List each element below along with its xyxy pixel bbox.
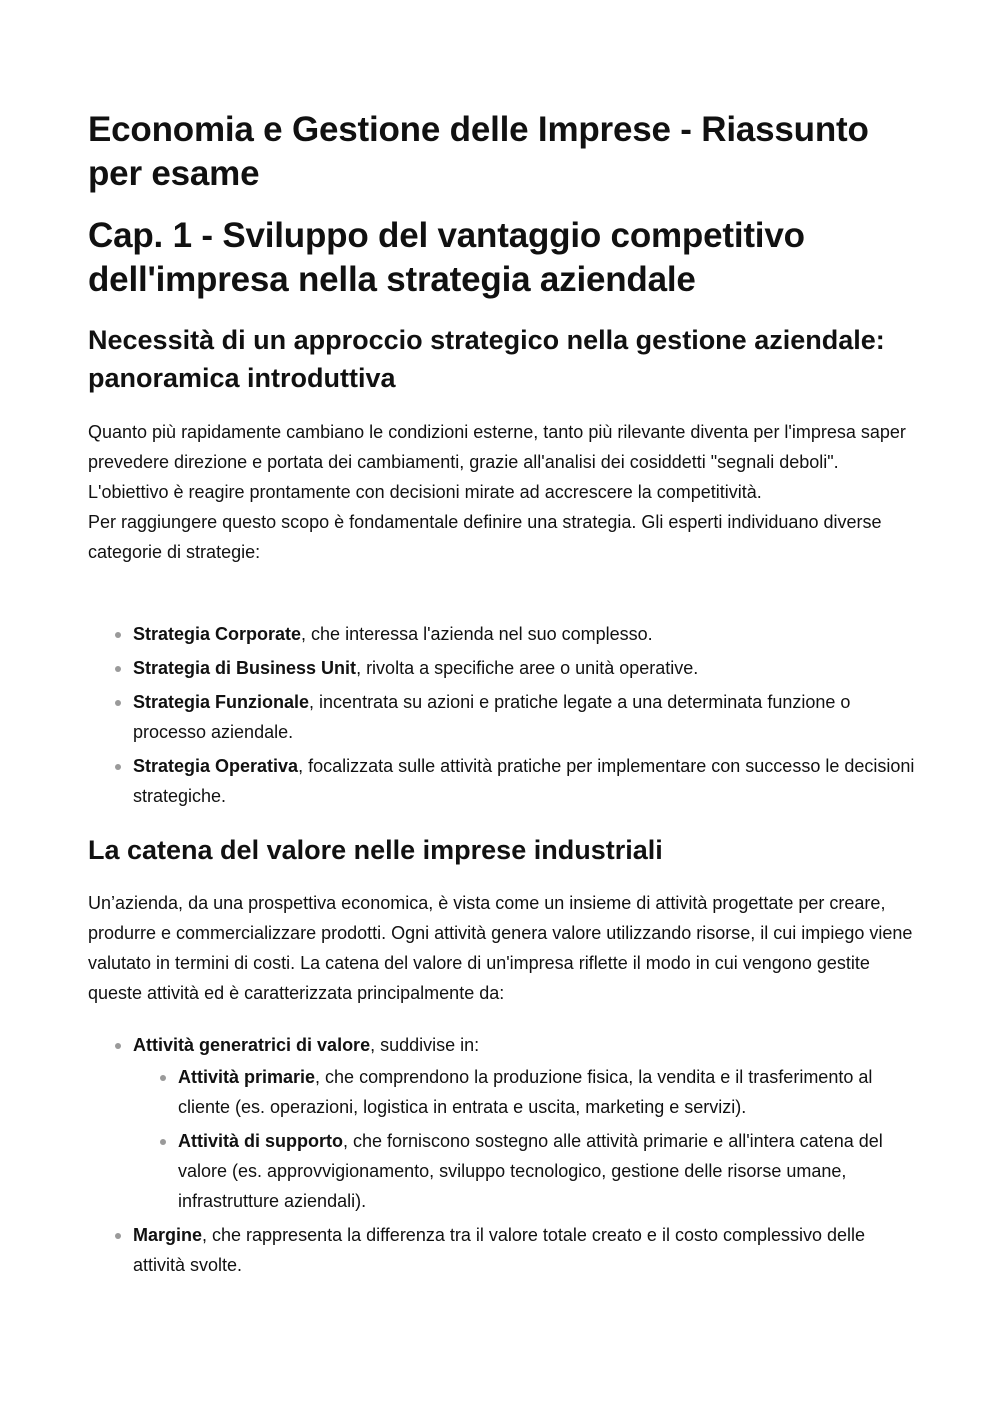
item-description: , che rappresenta la differenza tra il valore totale creato e il costo complessivo delle attività svolte. xyxy=(133,1225,866,1275)
strategy-description: , rivolta a specifiche aree o unità operative. xyxy=(356,658,699,678)
document-title: Economia e Gestione delle Imprese - Riassunto per esame xyxy=(88,110,869,193)
list-item-value-activities xyxy=(88,1030,918,1216)
item-description: , che forniscono sostegno alle attività primarie e all'intera catena del valore (es. approvvigionamento, sviluppo tecnologico, gestione delle risorse umane, infrastrutture aziendali). xyxy=(178,1131,883,1211)
bullet-icon xyxy=(115,666,121,672)
list-item-strategy-functional xyxy=(88,687,918,747)
item-description: , che comprendono la produzione fisica, la vendita e il trasferimento al cliente (es. operazioni, logistica in entrata e uscita, marketing e servizi). xyxy=(178,1067,873,1117)
list-item-strategy-operational xyxy=(88,751,918,811)
strategy-term: Strategia di Business Unit xyxy=(133,658,357,678)
value-chain-paragraph: Un’azienda, da una prospettiva economica, è vista come un insieme di attività progettate per creare, produrre e commercializzare prodotti. Ogni attività genera valore utilizzando risorse, il cui impiego viene valutato in termini di costi. La catena del valore di un'impresa riflette il modo in cui vengono gestite queste attività ed è caratterizzata principalmente da: xyxy=(88,893,913,1003)
intro-sentence-3: Per raggiungere questo scopo è fondamentale definire una strategia. Gli esperti individuano diverse categorie di strategie: xyxy=(88,512,882,562)
value-activities-sublist xyxy=(133,1062,918,1216)
intro-sentence-2: L'obiettivo è reagire prontamente con decisioni mirate ad accrescere la competitività. xyxy=(88,482,762,502)
strategy-description: , incentrata su azioni e pratiche legate a una determinata funzione o processo aziendale. xyxy=(133,692,851,742)
list-item-strategy-corporate xyxy=(88,619,918,649)
sublist-item-support-activities xyxy=(133,1126,918,1216)
bullet-icon xyxy=(115,1043,121,1049)
item-description: , suddivise in: xyxy=(370,1035,480,1055)
bullet-icon xyxy=(115,632,121,638)
bullet-icon xyxy=(115,1233,121,1239)
strategy-description: , focalizzata sulle attività pratiche per implementare con successo le decisioni strategiche. xyxy=(133,756,915,806)
strategy-description: , che interessa l'azienda nel suo complesso. xyxy=(301,624,653,644)
chapter-title: Cap. 1 - Sviluppo del vantaggio competitivo dell'impresa nella strategia aziendale xyxy=(88,216,805,299)
list-item-strategy-business-unit xyxy=(88,653,918,683)
bullet-icon xyxy=(115,764,121,770)
bullet-icon xyxy=(115,700,121,706)
item-term: Attività di supporto xyxy=(178,1131,343,1151)
item-term: Attività generatrici di valore xyxy=(133,1035,371,1055)
strategy-term: Strategia Funzionale xyxy=(133,692,310,712)
strategy-term: Strategia Corporate xyxy=(133,624,302,644)
item-term: Attività primarie xyxy=(178,1067,316,1087)
list-item-margin xyxy=(88,1220,918,1280)
value-chain-list xyxy=(88,1030,918,1284)
section-title-strategic-approach: Necessità di un approccio strategico nella gestione aziendale: panoramica introduttiva xyxy=(88,325,885,393)
strategy-list xyxy=(88,619,918,815)
bullet-icon xyxy=(160,1139,166,1145)
sublist-item-primary-activities xyxy=(133,1062,918,1122)
intro-paragraph xyxy=(88,417,918,567)
intro-sentence-1: Quanto più rapidamente cambiano le condizioni esterne, tanto più rilevante diventa per l'impresa saper prevedere direzione e portata dei cambiamenti, grazie all'analisi dei cosiddetti "segnali deboli". xyxy=(88,422,906,472)
item-term: Margine xyxy=(133,1225,203,1245)
section-title-value-chain: La catena del valore nelle imprese industriali xyxy=(88,835,663,865)
strategy-term: Strategia Operativa xyxy=(133,756,299,776)
bullet-icon xyxy=(160,1075,166,1081)
